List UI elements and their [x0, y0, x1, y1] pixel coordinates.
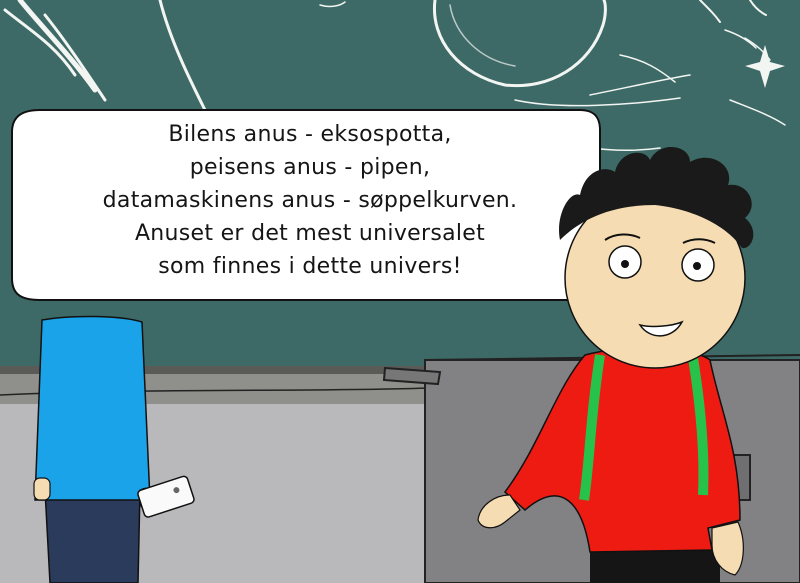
speech-line: Anuset er det mest universalet	[134, 221, 486, 246]
left-pupil	[621, 260, 629, 268]
speech-line: datamaskinens anus - søppelkurven.	[102, 188, 518, 213]
jeans	[45, 490, 140, 583]
speech-line: Bilens anus - eksospotta,	[168, 122, 452, 147]
right-pupil	[693, 262, 701, 270]
speech-line: peisens anus - pipen,	[189, 155, 431, 180]
speech-bubble-text	[30, 118, 590, 283]
blue-shirt	[35, 316, 150, 500]
speech-line: som finnes i dette univers!	[158, 254, 462, 279]
left-hand	[34, 478, 50, 500]
